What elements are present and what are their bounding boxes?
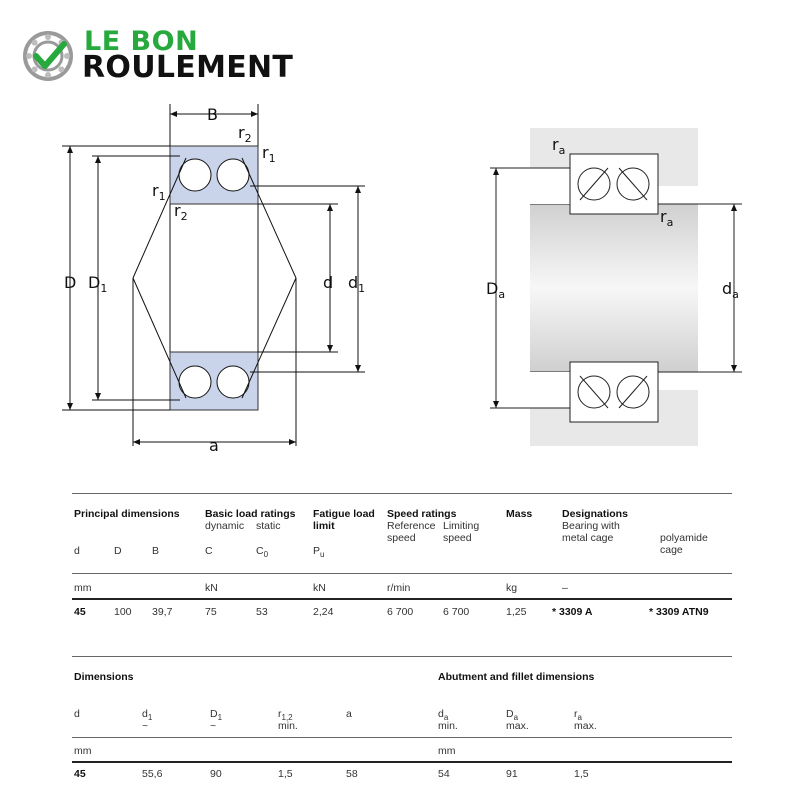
- table1-unit-rule: [72, 598, 732, 600]
- dim-r1-left: $r_1$: [152, 181, 166, 203]
- sym2-a: a: [346, 708, 352, 720]
- sym2-ra-note: max.: [574, 720, 597, 732]
- sym2-r12-note: min.: [278, 720, 298, 732]
- cell-d: 45: [74, 606, 86, 618]
- sym-d: d: [74, 545, 80, 557]
- unit-dash: –: [562, 582, 568, 594]
- dim-ra-mid: $r_a$: [660, 207, 674, 229]
- dim-d1: $d_1$: [348, 273, 366, 295]
- sym2-d: d: [74, 708, 80, 720]
- cell-C: 75: [205, 606, 217, 618]
- dim-B: B: [207, 105, 218, 124]
- dim-D1: $D_1$: [88, 273, 108, 295]
- dim-r1-top: $r_1$: [262, 143, 276, 165]
- dim-r2-top: $r_2$: [238, 123, 252, 145]
- cell-designation-polyamide: * 3309 ATN9: [649, 606, 709, 618]
- sym2-ra: $r_a$: [574, 708, 582, 723]
- sym2-da: $d_a$: [438, 708, 449, 723]
- hdr-fatigue2: limit: [313, 520, 335, 532]
- hdr-mass: Mass: [506, 508, 533, 520]
- dim-Da: $D_a$: [486, 279, 506, 301]
- table1-mid-rule: [72, 573, 732, 574]
- dim-D: D: [64, 273, 77, 292]
- sym2-Da-note: max.: [506, 720, 529, 732]
- sym-B: B: [152, 545, 160, 557]
- brand-line1: LE BON: [84, 26, 199, 57]
- cell2-a: 58: [346, 768, 358, 780]
- hdr-reference1: Reference: [387, 520, 436, 532]
- unit-mm: mm: [74, 582, 92, 594]
- unit-kg: kg: [506, 582, 518, 594]
- unit-kN2: kN: [313, 582, 326, 594]
- sym-C: C: [205, 545, 213, 557]
- dim-r2-left: $r_2$: [174, 201, 188, 223]
- sym-Pu: $P_u$: [313, 545, 325, 560]
- sym2-D1: $D_1$: [210, 708, 223, 723]
- sym-C0: $C_0$: [256, 545, 269, 560]
- dim-da: $d_a$: [722, 279, 739, 301]
- hdr-bearing1: Bearing with: [562, 520, 620, 532]
- cell2-Da: 91: [506, 768, 518, 780]
- mounting-drawing: [490, 128, 742, 446]
- sym2-r12: $r_{1,2}$: [278, 708, 293, 723]
- hdr-fatigue1: Fatigue load: [313, 508, 375, 520]
- sym2-d1: $d_1$: [142, 708, 153, 723]
- sym2-D1-note: ~: [210, 720, 217, 732]
- hdr-dynamic: dynamic: [205, 520, 245, 532]
- hdr-poly2: cage: [660, 544, 683, 556]
- hdr-designations: Designations: [562, 508, 628, 520]
- cell-mass: 1,25: [506, 606, 527, 618]
- hdr-principal: Principal dimensions: [74, 508, 180, 520]
- hdr-speed: Speed ratings: [387, 508, 457, 520]
- hdr-bearing2: metal cage: [562, 532, 614, 544]
- unit2-mm2: mm: [438, 745, 456, 757]
- cell2-D1: 90: [210, 768, 222, 780]
- dim-ra-top: $r_a$: [552, 135, 566, 157]
- cell2-ra: 1,5: [574, 768, 589, 780]
- table1-top-rule: [72, 493, 732, 494]
- table2-unit-rule: [72, 761, 732, 763]
- hdr-reference2: speed: [387, 532, 416, 544]
- cell-ref-speed: 6 700: [387, 606, 414, 618]
- hdr-abutment: Abutment and fillet dimensions: [438, 671, 595, 683]
- unit-rmin: r/min: [387, 582, 411, 594]
- sym2-da-note: min.: [438, 720, 458, 732]
- dim-a: a: [209, 436, 219, 455]
- brand-line2: ROULEMENT: [82, 50, 294, 85]
- cell2-r12: 1,5: [278, 768, 293, 780]
- cell-lim-speed: 6 700: [443, 606, 470, 618]
- unit-kN1: kN: [205, 582, 218, 594]
- cell2-d1: 55,6: [142, 768, 163, 780]
- hdr-dimensions: Dimensions: [74, 671, 134, 683]
- cell-C0: 53: [256, 606, 268, 618]
- hdr-poly1: polyamide: [660, 532, 708, 544]
- dim-d: d: [323, 273, 334, 292]
- hdr-basic: Basic load ratings: [205, 508, 296, 520]
- sym2-Da: $D_a$: [506, 708, 519, 723]
- table2-top-rule: [72, 656, 732, 657]
- hdr-static: static: [256, 520, 281, 532]
- cell-designation-metal: * 3309 A: [552, 606, 593, 618]
- cell-B: 39,7: [152, 606, 173, 618]
- hdr-limiting2: speed: [443, 532, 472, 544]
- sym-D: D: [114, 545, 122, 557]
- cell-Pu: 2,24: [313, 606, 334, 618]
- cell-D: 100: [114, 606, 132, 618]
- hdr-limiting1: Limiting: [443, 520, 480, 532]
- bearing-cross-section: [62, 104, 365, 446]
- sym2-d1-note: ~: [142, 720, 149, 732]
- cell2-da: 54: [438, 768, 450, 780]
- table2-mid-rule: [72, 737, 732, 738]
- cell2-d: 45: [74, 768, 86, 780]
- unit2-mm1: mm: [74, 745, 92, 757]
